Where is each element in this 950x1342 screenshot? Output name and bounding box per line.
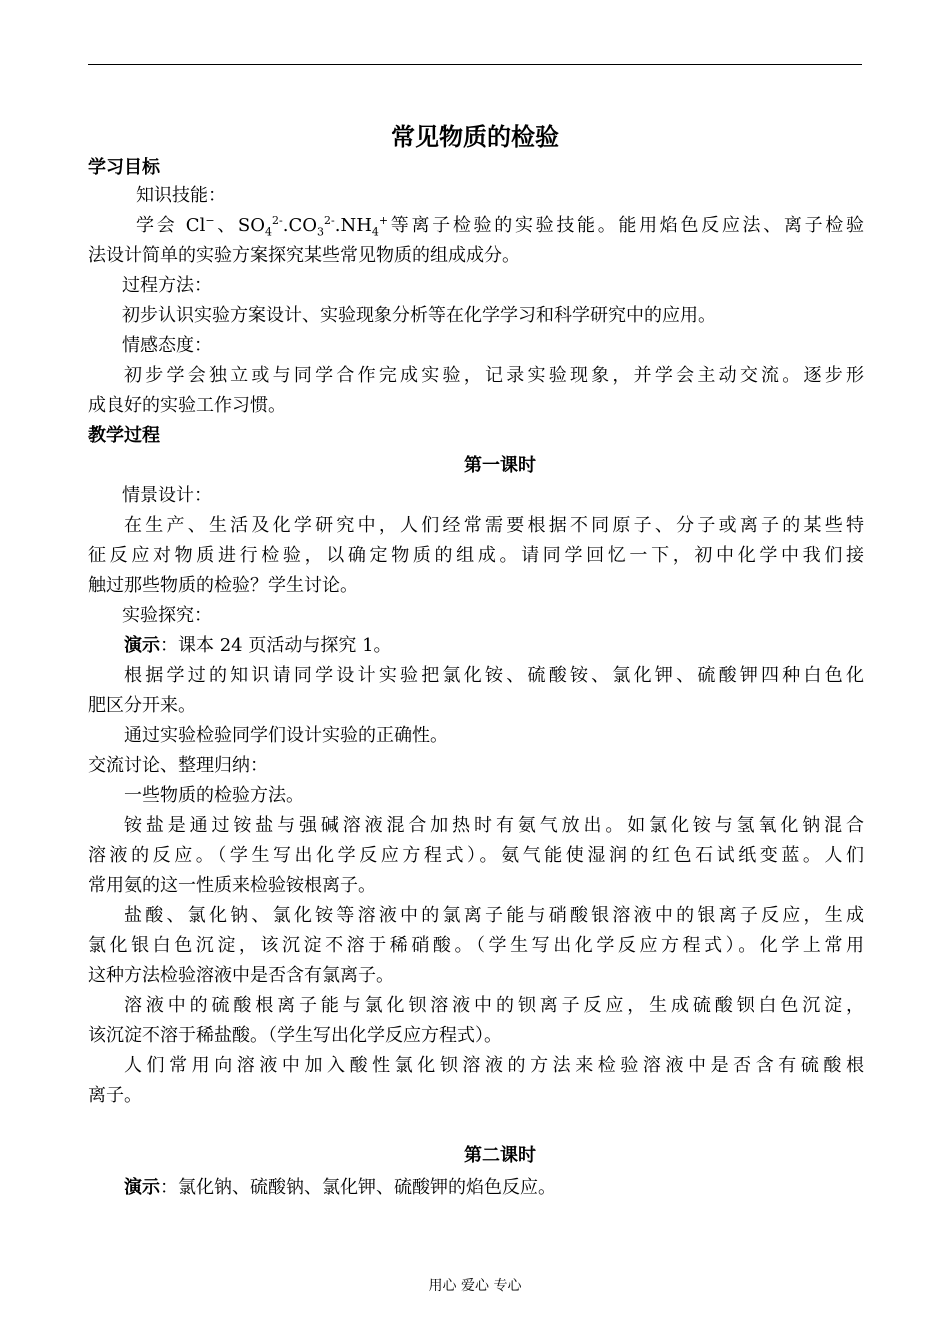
nh4-line-3: 常用氨的这一性质来检验铵根离子。: [88, 875, 376, 896]
page-title: 常见物质的检验: [391, 123, 559, 151]
emotion-label: 情感态度：: [122, 335, 212, 356]
knowledge-label: 知识技能：: [136, 185, 226, 206]
scene-line-3: 触过那些物质的检验？学生讨论。: [88, 575, 358, 596]
scene-line-2: 征反应对物质进行检验，以确定物质的组成。请同学回忆一下，初中化学中我们接: [88, 545, 864, 566]
header-rule: [88, 64, 862, 65]
page-footer: 用心 爱心 专心: [428, 1278, 522, 1294]
knowledge-line-2: 法设计简单的实验方案探究某些常见物质的组成成分。: [88, 245, 520, 266]
process-text: 初步认识实验方案设计、实验现象分析等在化学学习和科学研究中的应用。: [122, 305, 716, 326]
cl-line-1: 盐酸、氯化钠、氯化铵等溶液中的氯离子能与硝酸银溶液中的银离子反应，生成: [124, 905, 864, 926]
nh4-line-1: 铵盐是通过铵盐与强碱溶液混合加热时有氨气放出。如氯化铵与氢氧化钠混合: [124, 815, 864, 836]
so4-line-1: 溶液中的硫酸根离子能与氯化钡溶液中的钡离子反应，生成硫酸钡白色沉淀，: [124, 995, 864, 1016]
lesson-2-heading: 第二课时: [464, 1145, 536, 1166]
design-line-1: 根据学过的知识请同学设计实验把氯化铵、硫酸铵、氯化钾、硫酸钾四种白色化: [124, 665, 864, 686]
demo-1: 演示：课本 24 页活动与探究 1。: [124, 635, 392, 656]
methods-text: 一些物质的检验方法。: [124, 785, 304, 806]
discuss-label: 交流讨论、整理归纳：: [88, 755, 268, 776]
explore-label: 实验探究：: [122, 605, 212, 626]
nh4-line-2: 溶液的反应。（学生写出化学反应方程式）。氨气能使湿润的红色石试纸变蓝。人们: [88, 845, 864, 866]
design-line-2: 肥区分开来。: [88, 695, 196, 716]
emotion-line-2: 成良好的实验工作习惯。: [88, 395, 286, 416]
lesson-1-heading: 第一课时: [464, 455, 536, 476]
section-heading-goals: 学习目标: [88, 157, 160, 178]
demo-2: 演示：氯化钠、硫酸钠、氯化钾、硫酸钾的焰色反应。: [124, 1177, 556, 1198]
so4-line-2: 该沉淀不溶于稀盐酸。（学生写出化学反应方程式）。: [88, 1025, 502, 1046]
knowledge-line-1: 学会 Cl−、$SO_4^{2-}.CO_3^{2-}.NH_4^+$等离子检验的实验技能。能用焰色反应法、离子检验: [136, 214, 864, 239]
scene-label: 情景设计：: [122, 485, 212, 506]
process-label: 过程方法：: [122, 275, 212, 296]
scene-line-1: 在生产、生活及化学研究中，人们经常需要根据不同原子、分子或离子的某些特: [124, 515, 864, 536]
so4b-line-1: 人们常用向溶液中加入酸性氯化钡溶液的方法来检验溶液中是否含有硫酸根: [124, 1055, 864, 1076]
section-heading-process: 教学过程: [88, 425, 160, 446]
so4b-line-2: 离子。: [88, 1085, 142, 1106]
emotion-line-1: 初步学会独立或与同学合作完成实验，记录实验现象，并学会主动交流。逐步形: [124, 365, 864, 386]
cl-line-3: 这种方法检验溶液中是否含有氯离子。: [88, 965, 394, 986]
cl-line-2: 氯化银白色沉淀，该沉淀不溶于稀硝酸。（学生写出化学反应方程式）。化学上常用: [88, 935, 864, 956]
verify-text: 通过实验检验同学们设计实验的正确性。: [124, 725, 448, 746]
